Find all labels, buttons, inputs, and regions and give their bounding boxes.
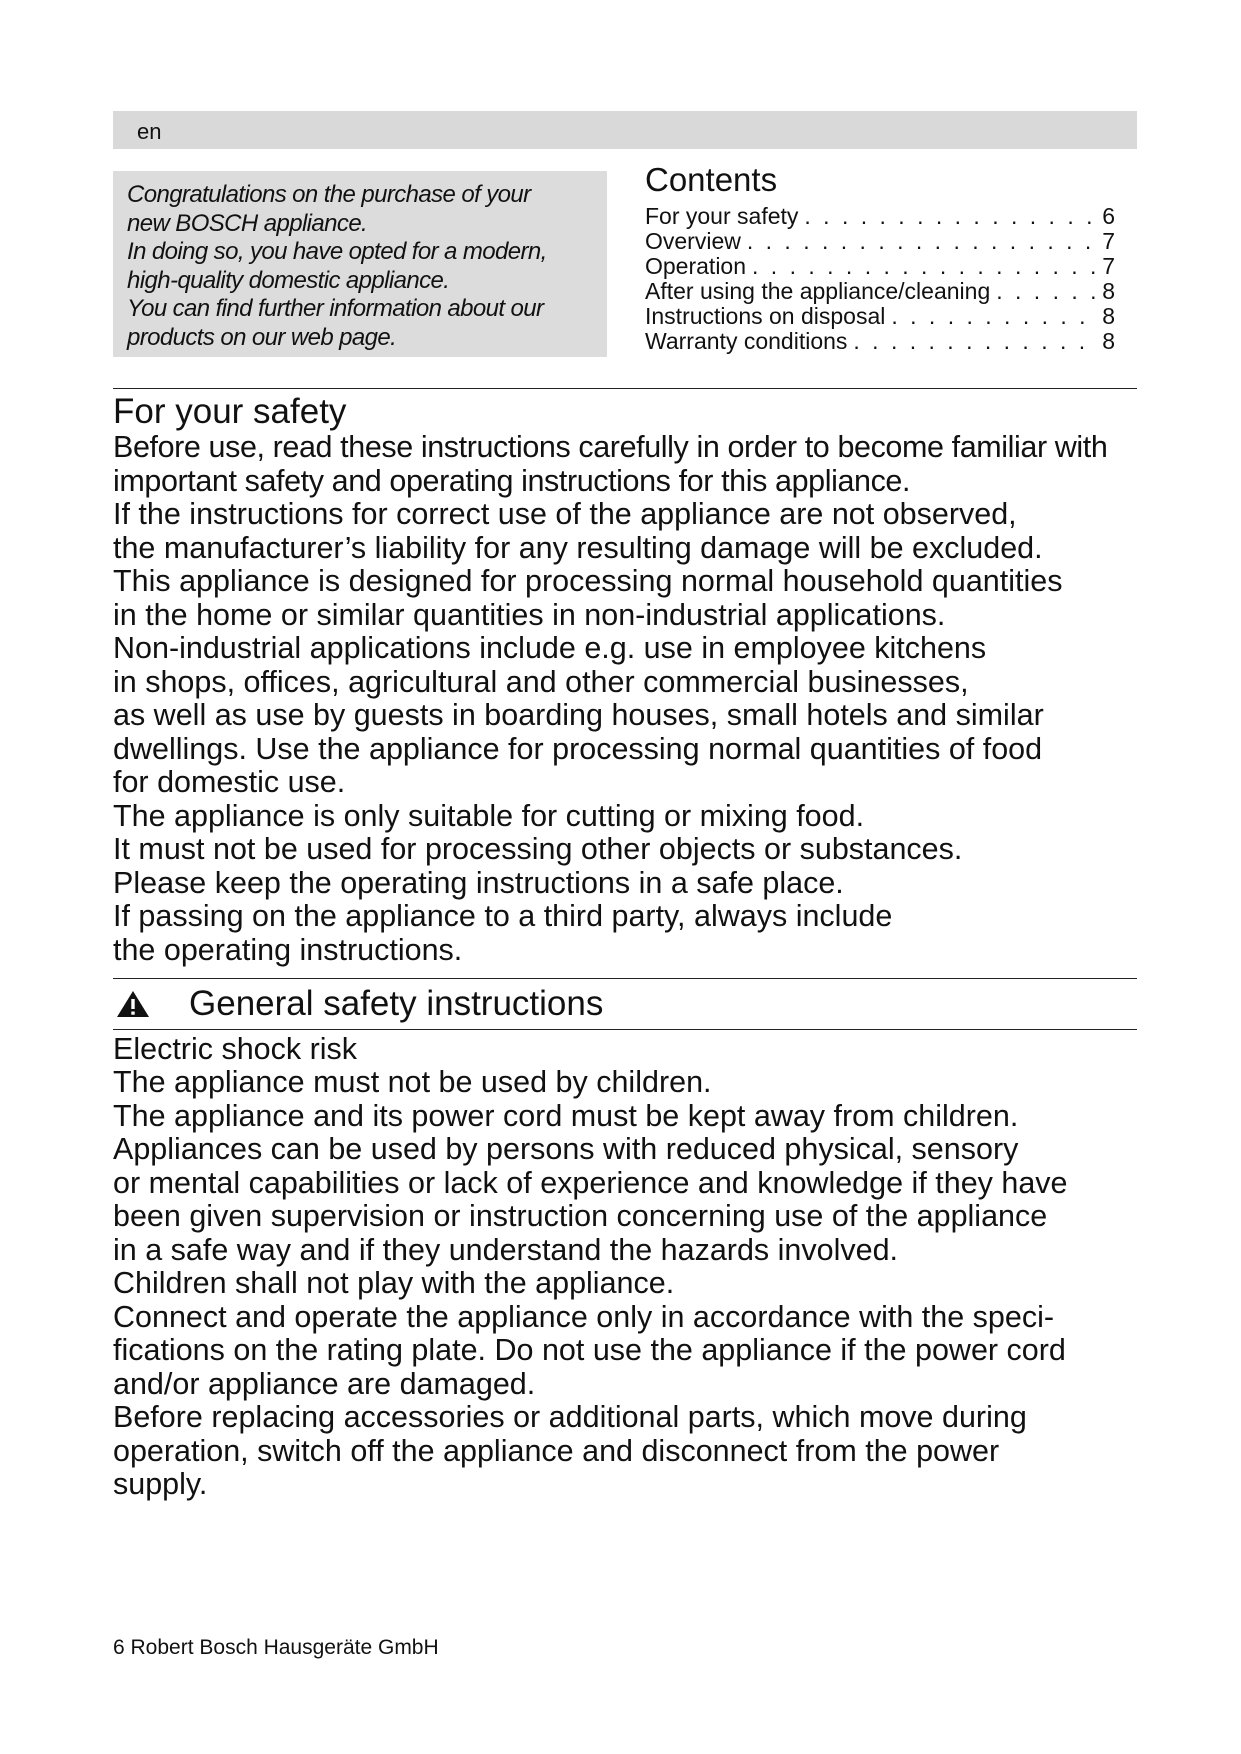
safety-line: dwellings. Use the appliance for processing normal quantities of food [113,731,1043,766]
safety-line: in shops, offices, agricultural and other commercial businesses, [113,664,969,699]
safety-title: For your safety [113,392,347,431]
intro-line: new BOSCH appliance. [127,209,368,237]
general-line: supply. [113,1467,208,1501]
table-of-contents [645,160,1115,354]
language-bar [113,111,1137,149]
safety-line: Non-industrial applications include e.g. use in employee kitchens [113,631,987,665]
toc-page: 8 [1102,278,1115,304]
general-line: operation, switch off the appliance and disconnect from the power [113,1433,1000,1468]
toc-leader [853,329,1096,354]
general-line: The appliance and its power cord must be kept away from children. [113,1098,1019,1133]
safety-body [113,498,1163,967]
toc-label: Instructions on disposal [645,303,886,329]
general-line: been given supervision or instruction concerning use of the appliance [113,1199,1048,1233]
toc-leader [747,229,1096,254]
toc-entry [645,329,1115,354]
general-line: and/or appliance are damaged. [113,1366,536,1401]
safety-lead: Before use, read these instructions carefully in order to become familiar with important safety and operating instructions for this appliance. [113,430,1108,498]
toc-entry [645,304,1115,329]
general-line: Connect and operate the appliance only in accordance with the speci- [113,1299,1055,1334]
toc-page: 6 [1102,203,1115,229]
safety-line: Please keep the operating instructions in a safe place. [113,865,844,900]
toc-leader [804,204,1096,229]
safety-line: in the home or similar quantities in non-industrial applications. [113,597,946,632]
general-safety-title: General safety instructions [189,984,604,1023]
intro-line: You can find further information about our [127,295,544,322]
toc-entry [645,229,1115,254]
safety-line: It must not be used for processing other objects or substances. [113,832,963,866]
toc-label: Overview [645,228,741,254]
general-safety-header [113,982,1137,1026]
toc-label: For your safety [645,203,799,229]
intro-line: In doing so, you have opted for a modern, [127,238,547,265]
toc-entry [645,279,1115,304]
language-code: en [137,119,162,144]
safety-line: the manufacturer’s liability for any resulting damage will be excluded. [113,530,1043,565]
general-line: Appliances can be used by persons with reduced physical, sensory [113,1132,1019,1166]
toc-leader [996,279,1096,304]
toc-label: Operation [645,253,747,279]
toc-page: 8 [1102,303,1115,329]
safety-line: If passing on the appliance to a third party, always include [113,899,893,933]
toc-entry [645,254,1115,279]
contents-title: Contents [645,161,778,198]
general-line: in a safe way and if they understand the hazards involved. [113,1232,899,1267]
general-safety-section [113,1032,1163,1502]
general-line: The appliance must not be used by children. [113,1065,712,1099]
general-line: Children shall not play with the appliance. [113,1266,675,1300]
general-safety-body [113,1066,1163,1502]
safety-line: If the instructions for correct use of the appliance are not observed, [113,497,1017,531]
toc-leader [891,304,1096,329]
toc-page: 7 [1102,228,1115,254]
safety-line: The appliance is only suitable for cutting or mixing food. [113,798,865,833]
safety-line: the operating instructions. [113,932,463,967]
toc-label: Warranty conditions [645,328,848,354]
intro-line: high-quality domestic appliance. [127,266,450,294]
intro-line: Congratulations on the purchase of your [127,181,531,208]
general-line: fications on the rating plate. Do not use the appliance if the power cord [113,1333,1066,1367]
safety-line: as well as use by guests in boarding houses, small hotels and similar [113,698,1044,732]
intro-box [113,171,607,357]
section-divider [113,978,1137,979]
toc-label: After using the appliance/cleaning [645,278,991,304]
page-footer: 6 Robert Bosch Hausgeräte GmbH [113,1636,439,1659]
toc-page: 8 [1102,328,1115,354]
safety-section [113,393,1163,967]
electric-shock-subtitle: Electric shock risk [113,1032,358,1066]
safety-line: This appliance is designed for processing normal household quantities [113,564,1063,598]
safety-line: for domestic use. [113,765,346,799]
toc-page: 7 [1102,253,1115,279]
section-divider [113,388,1137,389]
general-line: Before replacing accessories or additional parts, which move during [113,1400,1027,1434]
section-divider [113,1029,1137,1030]
warning-icon [115,989,151,1019]
intro-line: products on our web page. [127,323,397,351]
toc-leader [752,254,1096,279]
toc-entry [645,204,1115,229]
general-line: or mental capabilities or lack of experience and knowledge if they have [113,1165,1068,1200]
